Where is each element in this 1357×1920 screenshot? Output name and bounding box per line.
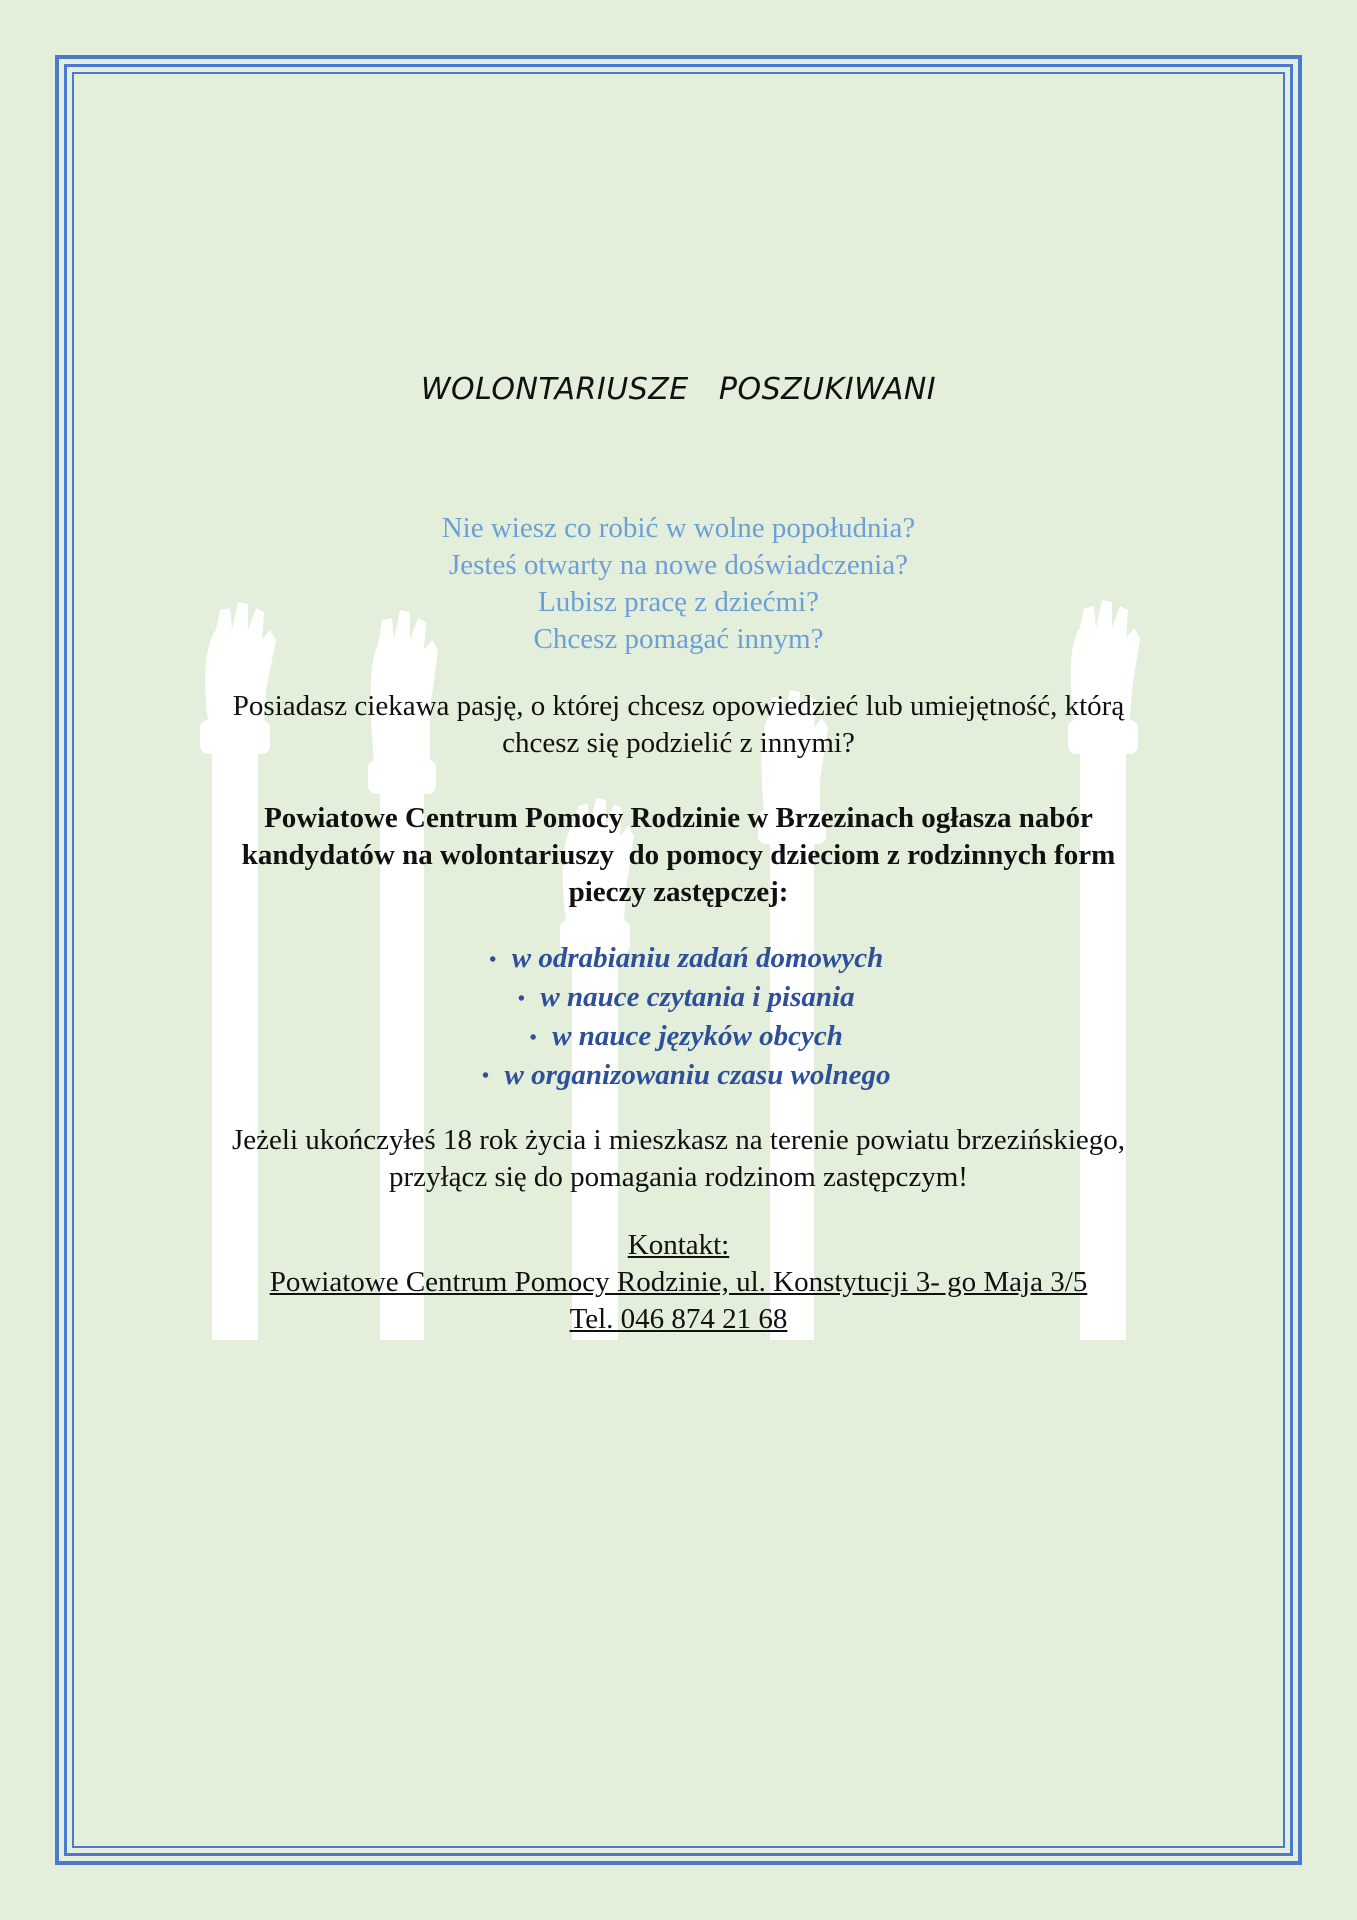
task-text: w odrabianiu zadań domowych bbox=[511, 942, 884, 974]
contact-address: Powiatowe Centrum Pomocy Rodzinie, ul. Konstytucji 3- go Maja 3/5 bbox=[269, 1266, 1088, 1298]
page-title: WOLONTARIUSZE POSZUKIWANI bbox=[420, 372, 937, 407]
contact-label: Kontakt: bbox=[627, 1229, 730, 1261]
task-list bbox=[110, 940, 1247, 1095]
task-text: w organizowaniu czasu wolnego bbox=[504, 1058, 891, 1091]
eligibility-line: Jeżeli ukończyłeś 18 rok życia i mieszkasz na terenie powiatu brzezińskiego, bbox=[231, 1124, 1125, 1156]
bullet-icon: • bbox=[517, 987, 525, 1010]
announcement-line: kandydatów na wolontariuszy do pomocy dzieciom z rodzinnych form bbox=[241, 839, 1116, 871]
question-block bbox=[110, 510, 1247, 658]
contact-block bbox=[110, 1227, 1247, 1338]
list-item bbox=[110, 940, 1247, 979]
contact-phone: Tel. 046 874 21 68 bbox=[569, 1303, 788, 1335]
question-line: Lubisz pracę z dziećmi? bbox=[538, 586, 819, 618]
announcement-line: Powiatowe Centrum Pomocy Rodzinie w Brzezinach ogłasza nabór bbox=[264, 802, 1093, 834]
passion-paragraph bbox=[110, 688, 1247, 762]
bullet-icon: • bbox=[481, 1065, 489, 1088]
question-line: Chcesz pomagać innym? bbox=[533, 623, 824, 655]
list-item bbox=[110, 979, 1247, 1018]
announcement-line: pieczy zastępczej: bbox=[568, 876, 789, 908]
eligibility-paragraph bbox=[110, 1122, 1247, 1196]
list-item bbox=[110, 1057, 1247, 1096]
announcement-paragraph bbox=[110, 800, 1247, 911]
question-line: Jesteś otwarty na nowe doświadczenia? bbox=[448, 549, 908, 581]
task-text: w nauce czytania i pisania bbox=[540, 980, 855, 1013]
question-line: Nie wiesz co robić w wolne popołudnia? bbox=[441, 512, 916, 544]
bullet-icon: • bbox=[529, 1026, 537, 1049]
task-text: w nauce języków obcych bbox=[552, 1019, 843, 1052]
eligibility-line: przyłącz się do pomagania rodzinom zastępczym! bbox=[389, 1161, 968, 1193]
bullet-icon: • bbox=[489, 948, 497, 971]
passion-line: Posiadasz ciekawa pasję, o której chcesz opowiedzieć lub umiejętność, którą bbox=[232, 690, 1125, 722]
list-item bbox=[110, 1018, 1247, 1057]
passion-line: chcesz się podzielić z innymi? bbox=[502, 727, 855, 759]
